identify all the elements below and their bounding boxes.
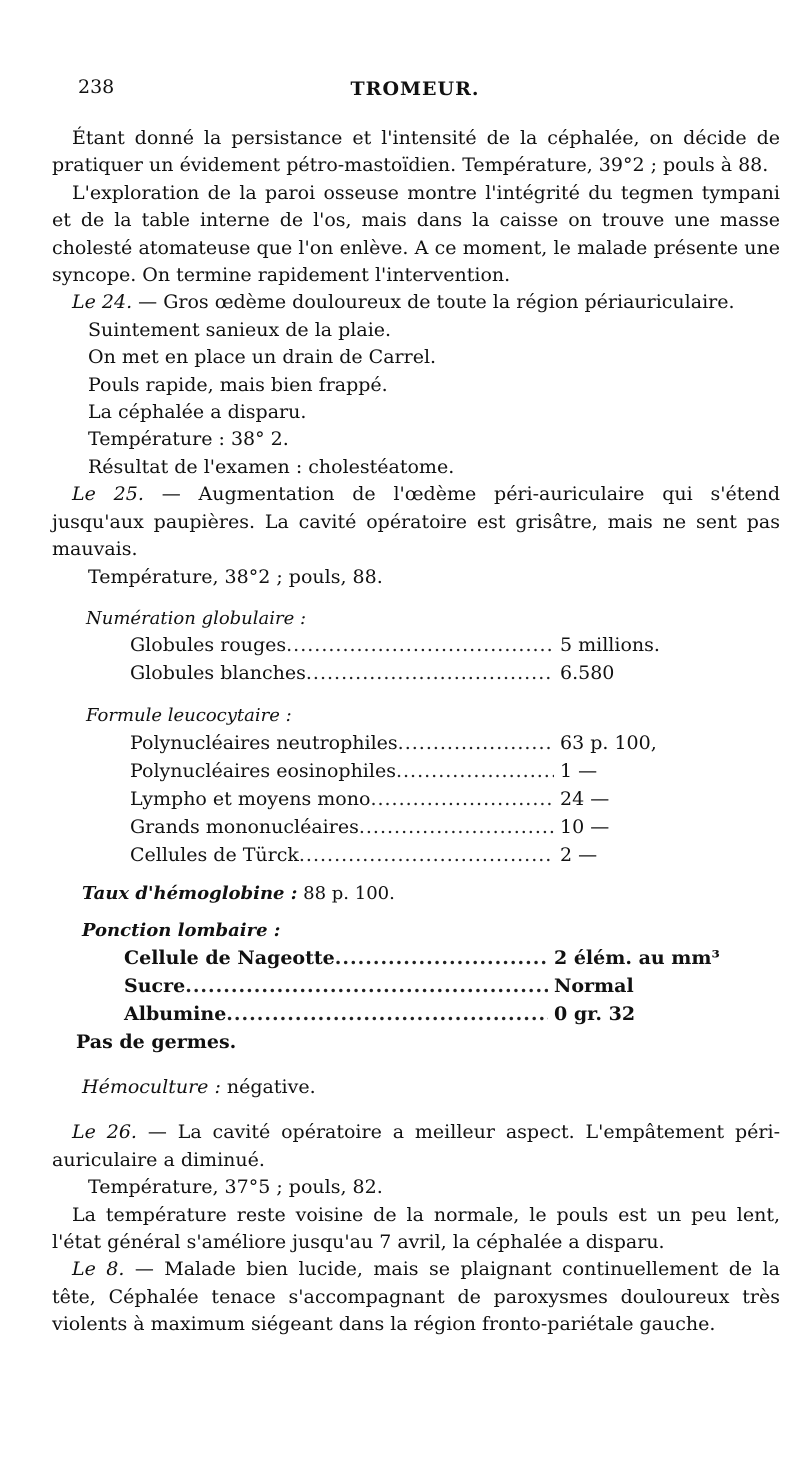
ponction-title: Ponction lombaire : <box>82 920 281 942</box>
hemoglobine-value: 88 p. 100. <box>297 882 395 904</box>
row-label: Albumine <box>124 1002 227 1025</box>
table-row <box>130 814 730 842</box>
page-header <box>70 72 760 112</box>
row-value: 0 gr. 32 <box>554 1002 636 1025</box>
table-row <box>130 632 730 660</box>
spacer <box>52 1101 780 1119</box>
entry-le-24 <box>52 289 780 316</box>
row-label: Polynucléaires neutrophiles <box>130 731 398 754</box>
row-label: Lympho et moyens mono <box>130 787 371 810</box>
page-body <box>52 125 780 1339</box>
row-value: 1 — <box>560 759 598 782</box>
line-pouls: Pouls rapide, mais bien frappé. <box>88 373 388 396</box>
hemoculture-line <box>52 1074 780 1101</box>
row-label: Globules rouges <box>130 634 287 657</box>
dot-leader <box>335 945 548 972</box>
row-value: 24 — <box>560 787 610 810</box>
dot-leader <box>370 786 554 813</box>
row-label: Cellule de Nageotte <box>124 946 335 969</box>
ponction-table <box>124 945 724 1029</box>
row-value: 2 élém. au mm³ <box>554 946 720 969</box>
row-value: 63 p. 100, <box>560 731 657 754</box>
spacer <box>52 1056 780 1074</box>
dot-leader <box>185 973 548 1000</box>
table-row <box>130 842 730 870</box>
row-value: 2 — <box>560 843 598 866</box>
running-title: TROMEUR. <box>350 78 480 100</box>
table-row <box>124 1001 724 1029</box>
row-label: Sucre <box>124 974 186 997</box>
table-row <box>124 973 724 1001</box>
row-value: Normal <box>554 974 634 997</box>
entry-le-25 <box>52 481 780 563</box>
numeration-title: Numération globulaire : <box>86 607 307 629</box>
row-label: Globules blanches <box>130 662 306 685</box>
line-resultat: Résultat de l'examen : cholestéatome. <box>88 455 455 478</box>
dot-leader <box>396 758 554 785</box>
hemoglobine-label: Taux d'hémoglobine : <box>82 882 298 904</box>
paragraph-cephalee: Étant donné la persistance et l'intensité de la céphalée, on décide de pratiquer un évidement pétro-mastoïdien. Température, 39°2 ; pouls à 88. <box>52 127 780 177</box>
table-row <box>130 758 730 786</box>
row-value: 10 — <box>560 815 610 838</box>
table-row <box>130 786 730 814</box>
entry-le-8 <box>52 1256 780 1338</box>
line-drain: On met en place un drain de Carrel. <box>88 346 437 369</box>
row-label: Cellules de Türck <box>130 843 299 866</box>
entry-le-26 <box>52 1119 780 1174</box>
dot-leader <box>226 1001 548 1028</box>
row-value: 5 millions. <box>560 634 660 657</box>
dot-leader <box>299 842 554 869</box>
paragraph-exploration: L'exploration de la paroi osseuse montre l'intégrité du tegmen tympani et de la table interne de l'os, mais dans la caisse on trouve une masse cholesté atomateuse que l'on enlève. A ce moment, le malade présente une syncope. On termine rapidement l'intervention. <box>52 181 780 287</box>
formule-table <box>130 730 730 870</box>
line-temperature: Température : 38° 2. <box>88 428 289 451</box>
entry-date: Le 8. <box>72 1258 125 1281</box>
paragraph-evolution: La température reste voisine de la normale, le pouls est un peu lent, l'état général s'améliore jusqu'au 7 avril, la céphalée a disparu. <box>52 1203 780 1253</box>
line-cephalee: La céphalée a disparu. <box>88 401 307 424</box>
formule-title: Formule leucocytaire : <box>86 705 292 727</box>
row-label: Polynucléaires eosinophiles <box>130 759 396 782</box>
no-germs-line: Pas de germes. <box>76 1030 237 1053</box>
dot-leader <box>306 660 554 687</box>
hemoculture-value: négative. <box>220 1075 316 1098</box>
entry-text: — Gros œdème douloureux de toute la région périauriculaire. <box>132 291 735 314</box>
table-row <box>130 660 730 688</box>
entry-text: — La cavité opératoire a meilleur aspect. L'empâtement péri-auriculaire a diminué. <box>52 1121 780 1171</box>
entry-date: Le 25. <box>72 483 144 506</box>
entry-text: — Augmentation de l'œdème péri-auriculaire qui s'étend jusqu'aux paupières. La cavité opératoire est grisâtre, mais ne sent pas mauvais. <box>52 483 780 561</box>
table-row <box>124 945 724 973</box>
dot-leader <box>286 632 554 659</box>
row-label: Grands mononucléaires <box>130 815 359 838</box>
line-temperature-26: Température, 37°5 ; pouls, 82. <box>88 1176 383 1199</box>
dot-leader <box>398 730 554 757</box>
hemoculture-label: Hémoculture : <box>82 1075 221 1098</box>
dot-leader <box>359 814 554 841</box>
entry-text: — Malade bien lucide, mais se plaignant continuellement de la tête, Céphalée tenace s'accompagnant de paroxysmes douloureux très violents à maximum siégeant dans la région fronto-pariétale gauche. <box>52 1258 780 1336</box>
line-suintement: Suintement sanieux de la plaie. <box>88 318 392 341</box>
entry-date: Le 24. <box>72 291 133 314</box>
row-value: 6.580 <box>560 662 615 685</box>
page-number: 238 <box>78 76 115 98</box>
table-row <box>130 730 730 758</box>
numeration-table <box>130 632 730 688</box>
hemoglobine-line <box>52 880 780 907</box>
entry-date: Le 26. <box>72 1121 137 1144</box>
line-temperature-25: Température, 38°2 ; pouls, 88. <box>88 565 383 588</box>
